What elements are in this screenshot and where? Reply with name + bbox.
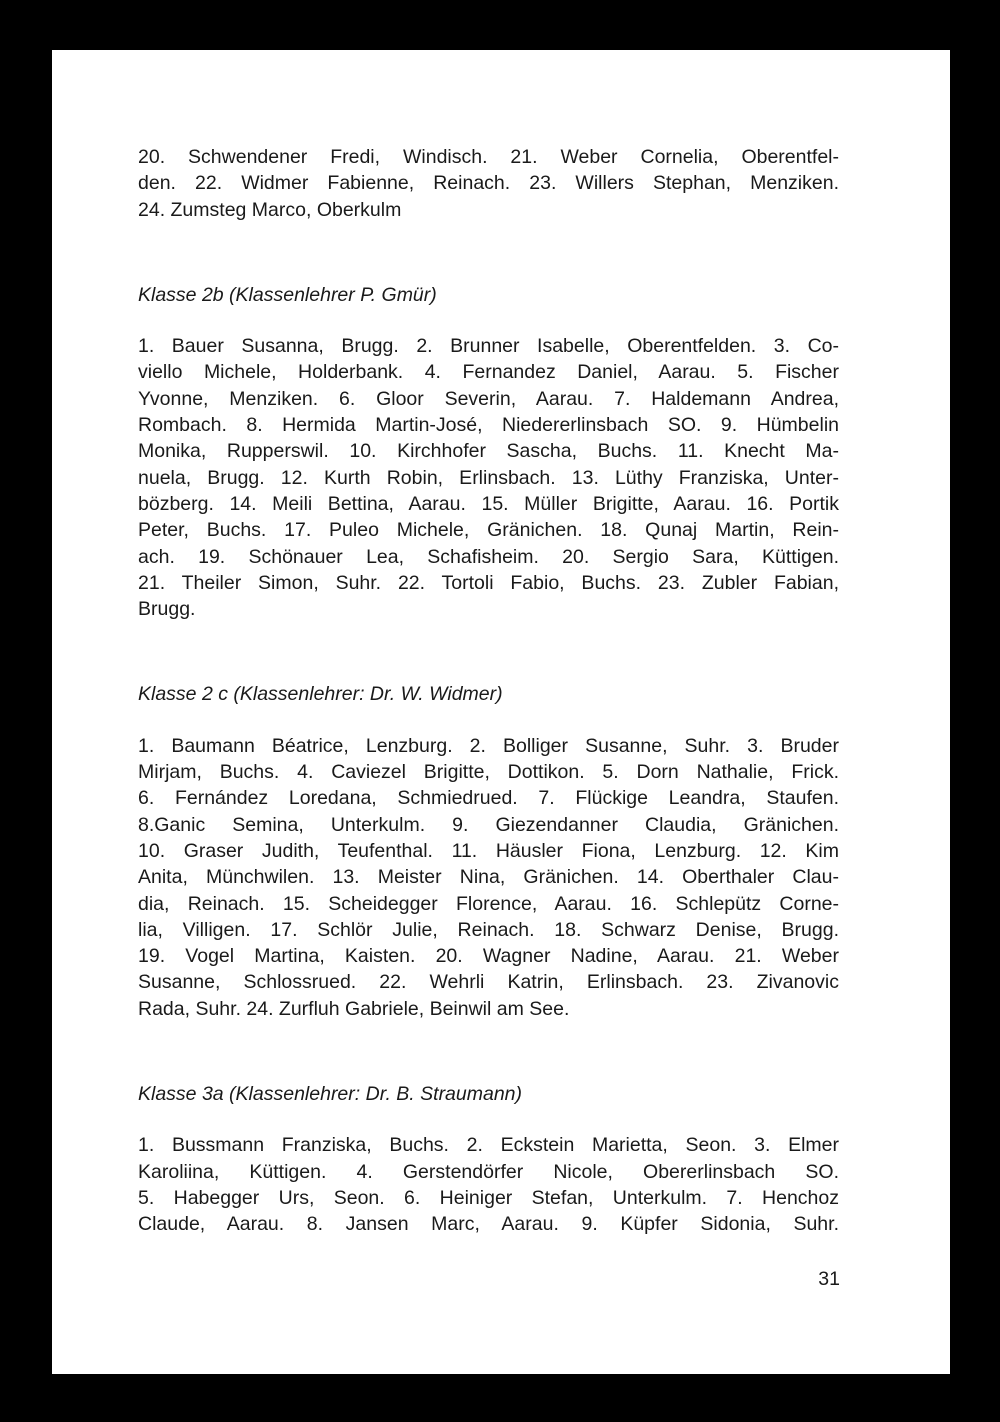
document-page	[52, 50, 950, 1374]
section-heading: Klasse 2b (Klassenlehrer P. Gmür)	[138, 283, 437, 306]
text-line: Peter, Buchs. 17. Puleo Michele, Gränichen. 18. Qunaj Martin, Rein-	[138, 519, 839, 542]
section-paragraph	[138, 1132, 839, 1237]
text-line: bözberg. 14. Meili Bettina, Aarau. 15. Müller Brigitte, Aarau. 16. Portik	[138, 492, 839, 515]
text-line: Yvonne, Menziken. 6. Gloor Severin, Aarau. 7. Haldemann Andrea,	[138, 387, 839, 410]
text-line: viello Michele, Holderbank. 4. Fernandez Daniel, Aarau. 5. Fischer	[138, 361, 839, 384]
text-line: 1. Bauer Susanna, Brugg. 2. Brunner Isabelle, Oberentfelden. 3. Co-	[138, 335, 839, 358]
section-paragraph	[138, 333, 839, 622]
text-line: dia, Reinach. 15. Scheidegger Florence, Aarau. 16. Schlepütz Corne-	[138, 892, 839, 915]
text-line: Mirjam, Buchs. 4. Caviezel Brigitte, Dottikon. 5. Dorn Nathalie, Frick.	[138, 761, 839, 784]
text-line: Anita, Münchwilen. 13. Meister Nina, Gränichen. 14. Oberthaler Clau-	[138, 866, 839, 889]
text-line: 21. Theiler Simon, Suhr. 22. Tortoli Fabio, Buchs. 23. Zubler Fabian,	[138, 571, 839, 594]
text-line: Monika, Rupperswil. 10. Kirchhofer Sascha, Buchs. 11. Knecht Ma-	[138, 440, 839, 463]
text-line: Brugg.	[138, 598, 196, 621]
text-line: nuela, Brugg. 12. Kurth Robin, Erlinsbach. 13. Lüthy Franziska, Unter-	[138, 466, 839, 489]
text-line: Rombach. 8. Hermida Martin-José, Niedererlinsbach SO. 9. Hümbelin	[138, 414, 839, 437]
text-line: 6. Fernández Loredana, Schmiedrued. 7. Flückige Leandra, Staufen.	[138, 787, 839, 810]
section-paragraph	[138, 733, 839, 1022]
text-line: Rada, Suhr. 24. Zurfluh Gabriele, Beinwil am See.	[138, 997, 570, 1020]
page-content	[138, 144, 839, 1238]
text-line: Karoliina, Küttigen. 4. Gerstendörfer Nicole, Obererlinsbach SO.	[138, 1160, 839, 1183]
text-line: 1. Bussmann Franziska, Buchs. 2. Eckstein Marietta, Seon. 3. Elmer	[138, 1134, 839, 1157]
text-line: 24. Zumsteg Marco, Oberkulm	[138, 198, 402, 221]
text-line: Claude, Aarau. 8. Jansen Marc, Aarau. 9. Küpfer Sidonia, Suhr.	[138, 1213, 839, 1236]
text-line: 10. Graser Judith, Teufenthal. 11. Häusler Fiona, Lenzburg. 12. Kim	[138, 839, 839, 862]
intro-paragraph	[138, 144, 839, 223]
text-line: Susanne, Schlossrued. 22. Wehrli Katrin, Erlinsbach. 23. Zivanovic	[138, 971, 839, 994]
text-line: lia, Villigen. 17. Schlör Julie, Reinach. 18. Schwarz Denise, Brugg.	[138, 918, 839, 941]
text-line: ach. 19. Schönauer Lea, Schafisheim. 20. Sergio Sara, Küttigen.	[138, 545, 839, 568]
text-line: 19. Vogel Martina, Kaisten. 20. Wagner Nadine, Aarau. 21. Weber	[138, 945, 839, 968]
text-line: 8.Ganic Semina, Unterkulm. 9. Giezendanner Claudia, Gränichen.	[138, 813, 839, 836]
page-number: 31	[818, 1268, 840, 1290]
text-line: 1. Baumann Béatrice, Lenzburg. 2. Bolliger Susanne, Suhr. 3. Bruder	[138, 734, 839, 757]
section-heading: Klasse 3a (Klassenlehrer: Dr. B. Straumann)	[138, 1083, 523, 1106]
text-line: 20. Schwendener Fredi, Windisch. 21. Weber Cornelia, Oberentfel-	[138, 146, 839, 168]
section-heading: Klasse 2 c (Klassenlehrer: Dr. W. Widmer)	[138, 683, 503, 706]
text-line: den. 22. Widmer Fabienne, Reinach. 23. Willers Stephan, Menziken.	[138, 172, 839, 195]
text-line: 5. Habegger Urs, Seon. 6. Heiniger Stefan, Unterkulm. 7. Henchoz	[138, 1186, 839, 1209]
